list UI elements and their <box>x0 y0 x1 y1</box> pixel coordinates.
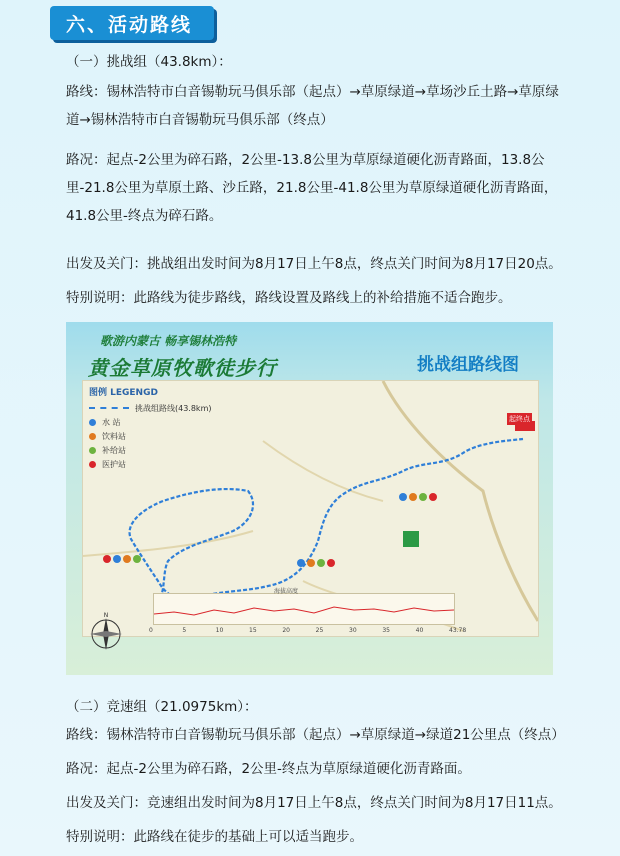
legend-title: 图例 LEGENGD <box>89 388 158 398</box>
station-cluster-2 <box>297 559 335 567</box>
drink-icon <box>89 433 96 440</box>
speed-group-title: （二）竞速组（21.0975km）： <box>66 699 258 715</box>
elevation-tick-label: 20 <box>282 627 290 634</box>
challenge-route-text: 路线：锡林浩特市白音锡勒玩马俱乐部（起点）→草原绿道→草场沙丘土路→草原绿道→锡林浩特市白音锡勒玩马俱乐部（终点） <box>66 84 559 128</box>
elevation-tick-label: 5 <box>182 627 187 634</box>
elevation-axis <box>149 627 467 635</box>
challenge-route-map <box>66 322 553 675</box>
map-route-title: 挑战组路线图 <box>417 355 519 375</box>
legend-label: 饮料站 <box>102 431 126 441</box>
elevation-chart <box>154 594 454 624</box>
elevation-profile <box>153 588 455 625</box>
challenge-group-title: （一）挑战组（43.8km）： <box>66 54 232 70</box>
legend-item-route <box>89 401 249 415</box>
svg-text:N: N <box>103 612 109 619</box>
station-cluster-4 <box>103 555 141 563</box>
food-icon <box>89 447 96 454</box>
legend-item-water <box>89 415 249 429</box>
map-area <box>82 380 539 637</box>
medical-icon <box>89 461 96 468</box>
legend-label: 水 站 <box>102 417 121 427</box>
legend-item-medical <box>89 457 249 471</box>
elevation-tick-label: 15 <box>249 627 257 634</box>
start-label: 起终点 <box>509 415 530 423</box>
section-title-badge <box>50 6 214 40</box>
compass-icon <box>86 612 126 652</box>
elevation-tick-label: 10 <box>215 627 224 634</box>
elevation-tick-label: 25 <box>315 627 324 634</box>
elevation-tick-label: 40 <box>415 627 424 634</box>
speed-note-text: 特别说明：此路线在徒步的基础上可以适当跑步。 <box>66 829 363 845</box>
speed-timing-text: 出发及关门：竞速组出发时间为8月17日上午8点，终点关门时间为8月17日11点。 <box>66 795 562 811</box>
legend-label: 补给站 <box>102 445 126 455</box>
legend-item-drink <box>89 429 249 443</box>
section-title: 六、活动路线 <box>66 13 193 36</box>
map-event-title: 黄金草原牧歌徒步行 <box>88 356 277 380</box>
legend-label: 挑战组路线(43.8km) <box>135 403 212 413</box>
map-legend <box>89 385 249 471</box>
water-icon <box>89 419 96 426</box>
elevation-tick-label: 43.78 <box>449 627 467 634</box>
challenge-timing-text: 出发及关门：挑战组出发时间为8月17日上午8点，终点关门时间为8月17日20点。 <box>66 256 562 272</box>
challenge-road-text: 路况：起点-2公里为碎石路，2公里-13.8公里为草原绿道硬化沥青路面，13.8公里-21.8公里为草原土路、沙丘路，21.8公里-41.8公里为草原绿道硬化沥青路面，41.8公里-终点为碎石路。 <box>66 152 558 224</box>
elevation-tick-label: 0 <box>149 627 153 634</box>
route-line-icon <box>89 407 129 409</box>
legend-label: 医护站 <box>102 459 126 469</box>
speed-route-text: 路线：锡林浩特市白音锡勒玩马俱乐部（起点）→草原绿道→绿道21公里点（终点） <box>66 727 565 743</box>
speed-road-text: 路况：起点-2公里为碎石路，2公里-终点为草原绿道硬化沥青路面。 <box>66 761 471 777</box>
map-slogan: 歌游内蒙古 畅享锡林浩特 <box>100 334 237 348</box>
challenge-note-text: 特别说明：此路线为徒步路线，路线设置及路线上的补给措施不适合跑步。 <box>66 290 512 306</box>
legend-item-food <box>89 443 249 457</box>
elevation-tick-label: 35 <box>382 627 390 634</box>
elevation-tick-label: 30 <box>349 627 357 634</box>
elevation-title: 海拔高度 <box>274 588 299 595</box>
station-cluster-1 <box>399 493 437 501</box>
